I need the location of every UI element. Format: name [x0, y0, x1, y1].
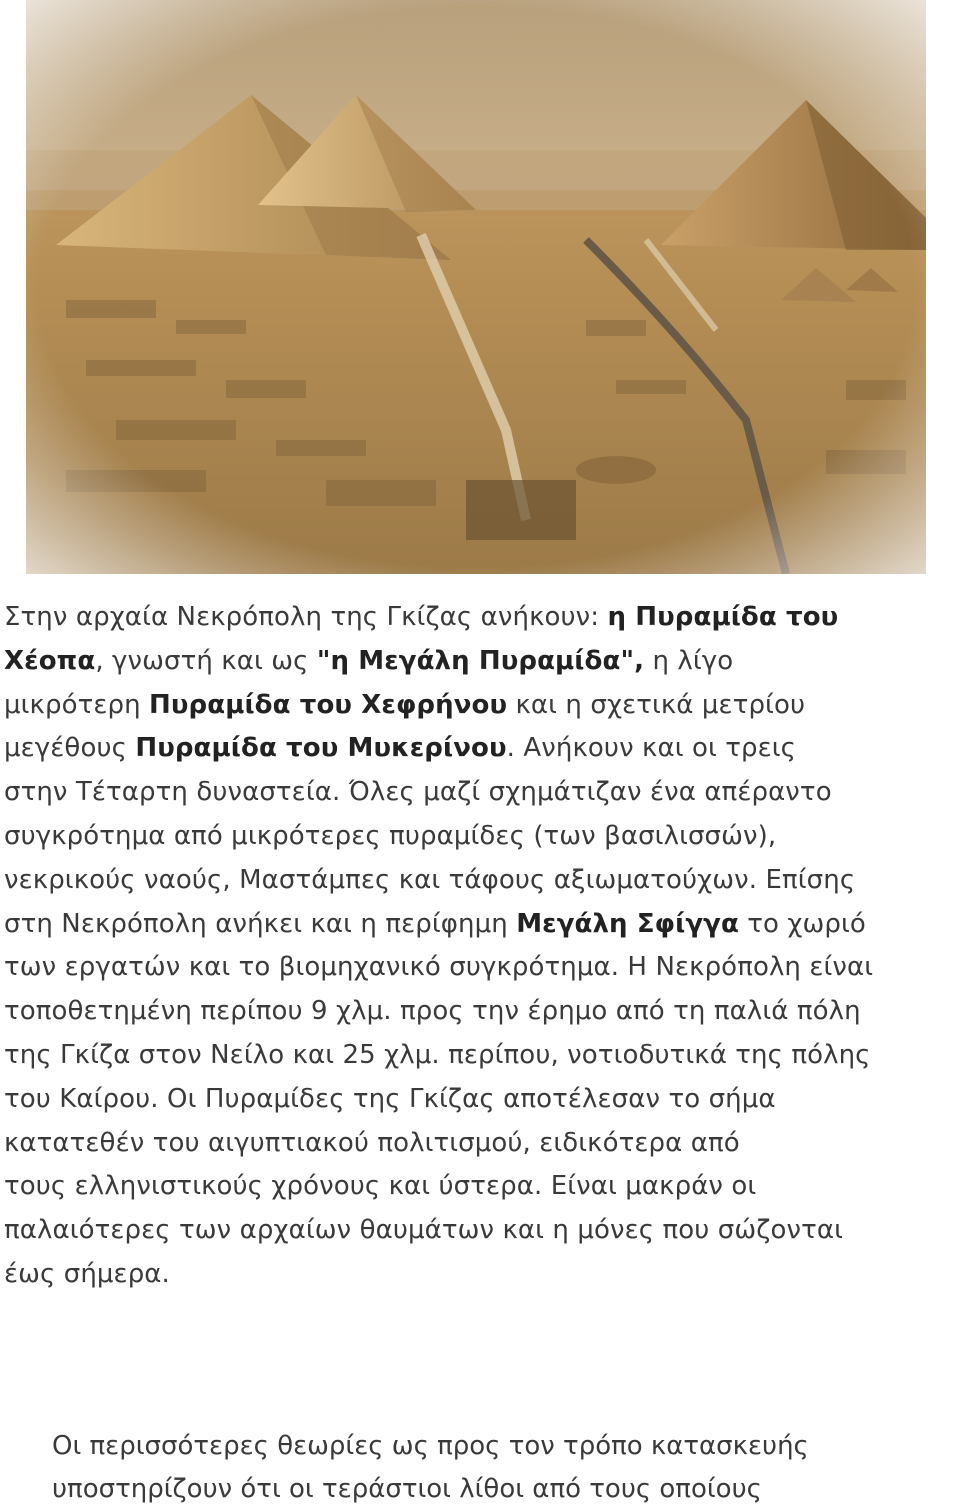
text-run: νεκρικούς ναούς, Μαστάμπες και τάφους αξιωματούχων. Επίσης	[4, 864, 856, 895]
paragraph-line	[4, 859, 960, 903]
paragraph-line	[4, 640, 960, 684]
text-run: μεγέθους	[4, 733, 136, 764]
text-run: και η σχετικά μετρίου	[507, 689, 806, 720]
text-run: τοποθετημένη περίπου 9 χλμ. προς την έρημο από τη παλιά πόλη	[4, 996, 861, 1027]
text-run: του Καίρου. Οι Πυραμίδες της Γκίζας αποτέλεσαν το σήμα	[4, 1083, 776, 1114]
paragraph-line	[4, 727, 960, 771]
bold-text: Χέοπα	[4, 645, 96, 676]
text-run: η λίγο	[644, 645, 734, 676]
paragraph-line	[4, 684, 960, 728]
text-run: . Ανήκουν και οι τρεις	[506, 733, 797, 764]
paragraph-line: υποστηρίζουν ότι οι τεράστιοι λίθοι από τους οποίους	[52, 1474, 762, 1504]
paragraph-line: Οι περισσότερες θεωρίες ως προς τον τρόπο κατασκευής	[52, 1431, 809, 1461]
bold-text: Πυραμίδα του Χεφρήνου	[149, 689, 508, 720]
paragraph-line	[4, 1209, 960, 1253]
paragraph-line	[4, 1165, 960, 1209]
text-run: μικρότερη	[4, 689, 150, 720]
text-run: τους ελληνιστικούς χρόνους και ύστερα. Είναι μακράν οι	[4, 1171, 757, 1202]
text-run: Στην αρχαία Νεκρόπολη της Γκίζας ανήκουν:	[4, 602, 608, 632]
paragraph-line	[4, 903, 960, 947]
main-paragraph	[4, 596, 960, 1297]
text-run: το χωριό	[738, 908, 866, 939]
text-run: των εργατών και το βιομηχανικό συγκρότημα. Η Νεκρόπολη είναι	[4, 952, 874, 983]
text-run: , γνωστή και ως	[95, 645, 317, 676]
pyramids-of-giza-aerial-photo-icon	[26, 0, 926, 574]
paragraph-line	[4, 1122, 960, 1166]
text-run: συγκρότημα από μικρότερες πυραμίδες (των βασιλισσών),	[4, 820, 777, 851]
text-run: στην Τέταρτη δυναστεία. Όλες μαζί σχημάτιζαν ένα απέραντο	[4, 777, 832, 808]
paragraph-line	[4, 990, 960, 1034]
bold-text: Μεγάλη Σφίγγα	[516, 908, 739, 939]
bold-text: "η Μεγάλη Πυραμίδα",	[316, 645, 645, 676]
paragraph-line	[4, 946, 960, 990]
text-run: παλαιότερες των αρχαίων θαυμάτων και η μόνες που σώζονται	[4, 1215, 843, 1246]
paragraph-line	[4, 1078, 960, 1122]
paragraph-line	[4, 771, 960, 815]
bold-text: η Πυραμίδα του	[607, 602, 839, 632]
paragraph-line	[4, 1034, 960, 1078]
text-run: κατατεθέν του αιγυπτιακού πολιτισμού, ειδικότερα από	[4, 1127, 740, 1158]
text-run: της Γκίζα στον Νείλο και 25 χλμ. περίπου, νοτιοδυτικά της πόλης	[4, 1039, 871, 1070]
paragraph-line	[4, 596, 960, 640]
bold-text: Πυραμίδα του Μυκερίνου	[135, 733, 507, 764]
second-paragraph	[52, 1425, 952, 1511]
paragraph-line	[4, 1253, 960, 1297]
text-run: στη Νεκρόπολη ανήκει και η περίφημη	[4, 908, 517, 939]
paragraph-line	[4, 815, 960, 859]
text-run: έως σήμερα.	[4, 1258, 170, 1289]
pyramids-photo	[26, 0, 926, 574]
